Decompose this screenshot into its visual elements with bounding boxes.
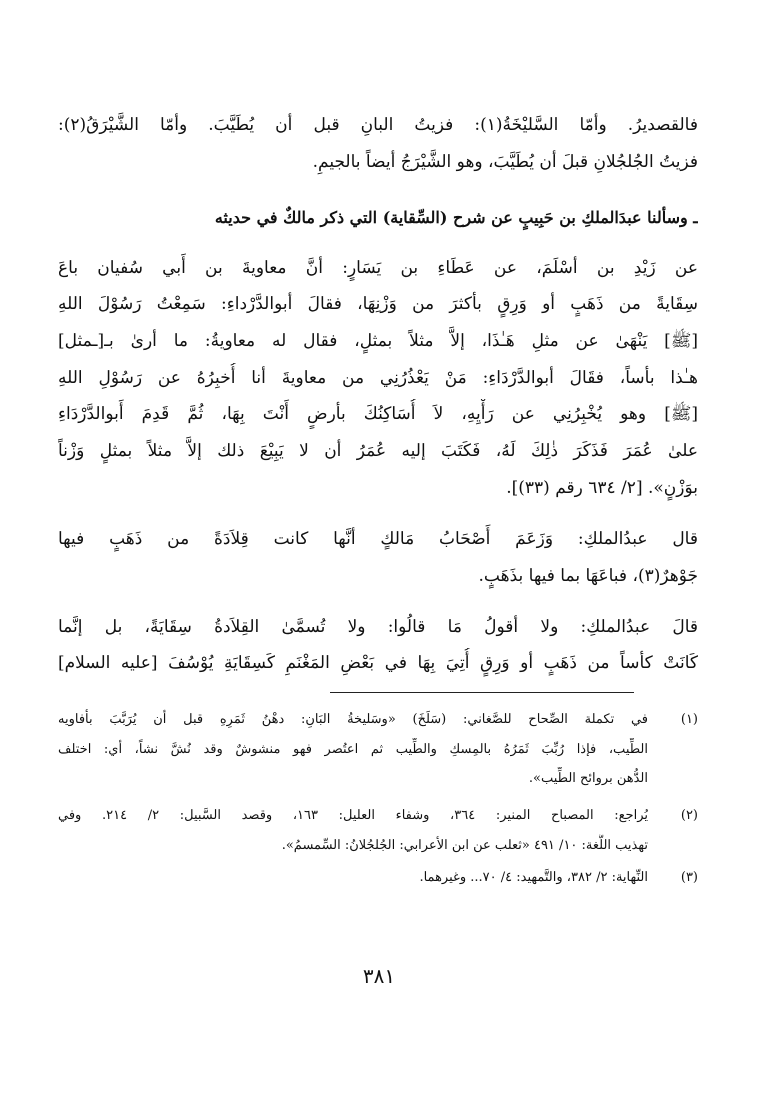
footnote-line: الدُّهن بروائح الطِّيب». bbox=[528, 771, 648, 786]
footnote-line: في تكملة الصِّحاح للصَّغاني: (سَلَخَ) «وسَليخةُ البَانِ: دهْنُ ثَمَرِهِ قبل أن يُرَبَّبَ بأفاويه bbox=[58, 712, 648, 727]
footnote-line: يُراجع: المصباح المنير: ٣٦٤، وشفاء العليل: ١٦٣، وقصد السَّبيل: ٢/ ٢١٤. وفي bbox=[58, 808, 648, 823]
footnote-number: (٣) bbox=[680, 870, 698, 885]
footnote-number: (١) bbox=[680, 712, 698, 727]
text-line: فالقصديرُ. وأمّا السَّليْخَةُ(١): فزيتُ البانِ قبل أن يُطَيَّبَ. وأمّا الشَّيْرَقُ(٢): bbox=[58, 115, 698, 135]
footnote-number: (٢) bbox=[680, 808, 698, 823]
section-heading: ـ وسألنا عبدَالملكِ بن حَبِيبٍ عن شرح (السِّقاية) التي ذكر مالكٌ في حديثه bbox=[214, 208, 698, 227]
text-line: هـٰذا بأساً، فقَالَ أبوالدَّرْدَاءِ: مَنْ يَعْذُرُنِي من معاويةَ أنا أُخبِرُهُ عن رَسُوْلِ اللهِ bbox=[58, 368, 698, 388]
text-line: [ﷺ] وهو يُخْبِرُنِي عن رَأْيِهِ، لاَ أُسَاكِنُكَ بأرضٍ أَنْتَ بِهَا، ثُمَّ قَدِمَ أَبوالدَّرْدَاءِ bbox=[58, 404, 698, 424]
footnote-line: الطِّيب، فإذا رُبِّبَ ثَمَرُهُ بالمِسكِ والطِّيب ثم اعتُصر فهو منشوشٌ وقد نُشَّ نشاً، أي: اختلف bbox=[58, 742, 648, 757]
footnote-line: تهذيب اللُّغة: ١٠/ ٤٩١ «ثعلب عن ابن الأعرابي: الجُلجُلانُ: السِّمسمُ». bbox=[281, 838, 648, 853]
text-line: سِقَايةً من ذَهَبٍ أو وَرِقٍ بأكثرَ من وَزْنِهَا، فقالَ أبوالدَّرْداءِ: سَمِعْتُ رَسُوْلَ اللهِ bbox=[58, 294, 698, 314]
text-line: علىٰ عُمَرَ فَذَكَرَ ذٰلِكَ لَهُ، فَكَتَبَ إليه عُمَرُ أن لا يَبِيْعَ ذلك إلاَّ مثلاً بمثلٍ وَزْناً bbox=[58, 441, 698, 461]
text-line: عن زَيْدِ بن أسْلَمَ، عن عَطَاءِ بن يَسَارٍ: أنَّ معاويةَ بن أَبي سُفيان باعَ bbox=[58, 258, 698, 278]
text-line: فزيتُ الجُلجُلانِ قبلَ أن يُطَيَّبَ، وهو الشَّيْرَجُ أيضاً بالجيمِ. bbox=[312, 152, 698, 172]
text-line: قالَ عبدُالملكِ: ولا أقولُ مَا قالُوا: ولا تُسمَّىٰ القِلاَدةُ سِقَايَةً، بل إنَّما bbox=[58, 617, 698, 637]
text-line: كَانَتْ كأساً من ذَهَبٍ أو وَرِقٍ أُتِيَ بِهَا في بَعْضِ المَغْنَمِ كَسِقَايَةِ يُوْسُفَ [عليه السلام] bbox=[58, 653, 698, 673]
footnote-line: النِّهاية: ٢/ ٣٨٢، والتَّمهيد: ٤/ ٧٠... وغيرهما. bbox=[419, 870, 648, 885]
text-line: جَوْهرٌ(٣)، فباعَهَا بما فيها بذَهَبٍ. bbox=[478, 566, 698, 586]
footnote-separator bbox=[330, 692, 634, 693]
page-number: ٣٨١ bbox=[362, 964, 396, 988]
text-line: [ﷺ] يَنْهَىٰ عن مثلِ هَـٰذَا، إلاَّ مثلاً بمثلٍ، فقال له معاويةُ: ما أرىٰ بـ[ـمثل] bbox=[58, 331, 698, 351]
text-line: بوَزْنٍ». [٢/ ٦٣٤ رقم (٣٣)]. bbox=[506, 478, 698, 498]
text-line: قال عبدُالملكِ: وَزَعَمَ أَصْحَابُ مَالكٍ أنَّها كانت قِلاَدَةً من ذَهَبٍ فيها bbox=[58, 529, 698, 549]
